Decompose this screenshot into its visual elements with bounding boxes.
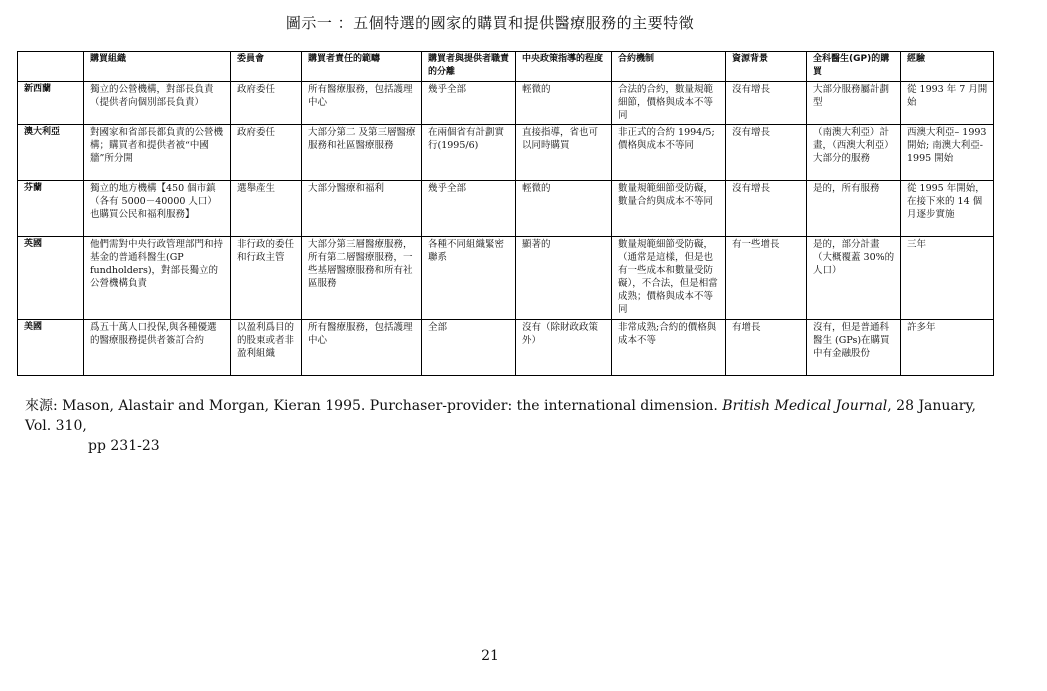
country-cell: 澳大利亞 — [18, 125, 84, 181]
table-cell: 合法的合約，數量規範細節，價格與成本不等同 — [612, 82, 726, 125]
table-cell: （南澳大利亞）計畫，（西澳大利亞）大部分的服務 — [807, 125, 901, 181]
header-cell — [18, 52, 84, 82]
table-cell: 爲五十萬人口投保,與各種優選的醫療服務提供者簽訂合約 — [84, 320, 231, 376]
table-cell: 是的，所有服務 — [807, 181, 901, 237]
table-cell: 三年 — [901, 237, 994, 320]
source-citation — [25, 396, 985, 456]
table-cell: 輕微的 — [516, 82, 612, 125]
country-cell: 英國 — [18, 237, 84, 320]
table-cell: 選舉產生 — [231, 181, 302, 237]
table-row — [18, 320, 994, 376]
table-cell: 政府委任 — [231, 82, 302, 125]
header-cell: 委員會 — [231, 52, 302, 82]
table-cell: 全部 — [422, 320, 516, 376]
page-number: 21 — [481, 648, 499, 664]
table-cell: 獨立的地方機構【450 個市鎮（各有 5000－40000 人口）也購買公民和福利服務】 — [84, 181, 231, 237]
table-cell: 數量規範細節受防礙，（通常是這樣，但是也有一些成本和數量受防礙），不合法，但是相當成熟；價格與成本不等同 — [612, 237, 726, 320]
table-cell: 沒有增長 — [726, 181, 807, 237]
table-row — [18, 125, 994, 181]
table-cell: 沒有增長 — [726, 125, 807, 181]
citation-volume: , 28 January, Vol. 310, — [25, 398, 976, 434]
citation-pages: pp 231-23 — [88, 438, 160, 454]
table-cell: 幾乎全部 — [422, 82, 516, 125]
country-cell: 美國 — [18, 320, 84, 376]
table-cell: 從 1993 年 7 月開始 — [901, 82, 994, 125]
table-cell: 所有醫療服務，包括護理中心 — [302, 82, 422, 125]
table-cell: 幾乎全部 — [422, 181, 516, 237]
table-cell: 沒有，但是普通科醫生 (GPs)在購買中有金融股份 — [807, 320, 901, 376]
table-cell: 沒有增長 — [726, 82, 807, 125]
header-cell: 資源背景 — [726, 52, 807, 82]
header-cell: 購買者責任的範疇 — [302, 52, 422, 82]
page-title: 圖示一 ：五個特選的國家的購買和提供醫療服務的主要特徵 — [285, 14, 695, 32]
table-cell: 直接指導，省也可以同時購買 — [516, 125, 612, 181]
table-cell: 他們需對中央行政管理部門和持基金的普通科醫生(GP fundholders)，對部長獨立的公營機構負責 — [84, 237, 231, 320]
table-cell: 對國家和省部長都負責的公營機構；購買者和提供者被“中國牆”所分開 — [84, 125, 231, 181]
table-cell: 從 1995 年開始，在接下來的 14 個月逐步實施 — [901, 181, 994, 237]
journal-name: British Medical Journal — [722, 398, 888, 414]
header-cell: 合約機制 — [612, 52, 726, 82]
table-cell: 大部分服務屬計劃型 — [807, 82, 901, 125]
table-cell: 政府委任 — [231, 125, 302, 181]
table-cell: 非行政的委任和行政主管 — [231, 237, 302, 320]
table-cell: 西澳大利亞– 1993 開始; 南澳大利亞- 1995 開始 — [901, 125, 994, 181]
table-row — [18, 237, 994, 320]
table-cell: 獨立的公營機構，對部長負責（提供者向個別部長負責） — [84, 82, 231, 125]
table-cell: 非正式的合約 1994/5; 價格與成本不等同 — [612, 125, 726, 181]
comparison-table — [17, 51, 994, 376]
header-cell: 經驗 — [901, 52, 994, 82]
table-cell: 大部分醫療和福利 — [302, 181, 422, 237]
table-cell: 輕微的 — [516, 181, 612, 237]
table-header-row — [18, 52, 994, 82]
header-cell: 購買組織 — [84, 52, 231, 82]
country-cell: 新西蘭 — [18, 82, 84, 125]
table-row — [18, 181, 994, 237]
citation-text: 來源: Mason, Alastair and Morgan, Kieran 1995. Purchaser-provider: the international dimension. — [25, 398, 723, 414]
table-cell: 沒有（除財政政策外） — [516, 320, 612, 376]
table-cell: 是的，部分計畫（大概覆蓋 30%的人口） — [807, 237, 901, 320]
table-cell: 在兩個省有計劃實行(1995/6) — [422, 125, 516, 181]
header-cell: 中央政策指導的程度 — [516, 52, 612, 82]
table-cell: 大部分第二 及第三層醫療服務和社區醫療服務 — [302, 125, 422, 181]
table-cell: 大部分第三層醫療服務，所有第二層醫療服務，一些基層醫療服務和所有社區服務 — [302, 237, 422, 320]
table-cell: 非常成熟;合約的價格與成本不等 — [612, 320, 726, 376]
table-cell: 數量規範細節受防礙，數量合約與成本不等同 — [612, 181, 726, 237]
country-cell: 芬蘭 — [18, 181, 84, 237]
table-cell: 所有醫療服務，包括護理中心 — [302, 320, 422, 376]
table-cell: 有一些增長 — [726, 237, 807, 320]
header-cell: 購買者與提供者職責的分離 — [422, 52, 516, 82]
table-cell: 以盈利爲目的的股東或者非盈利組織 — [231, 320, 302, 376]
header-cell: 全科醫生(GP)的購買 — [807, 52, 901, 82]
table-row — [18, 82, 994, 125]
table-cell: 各種不同組織緊密聯系 — [422, 237, 516, 320]
table-cell: 許多年 — [901, 320, 994, 376]
table-cell: 顯著的 — [516, 237, 612, 320]
table-cell: 有增長 — [726, 320, 807, 376]
